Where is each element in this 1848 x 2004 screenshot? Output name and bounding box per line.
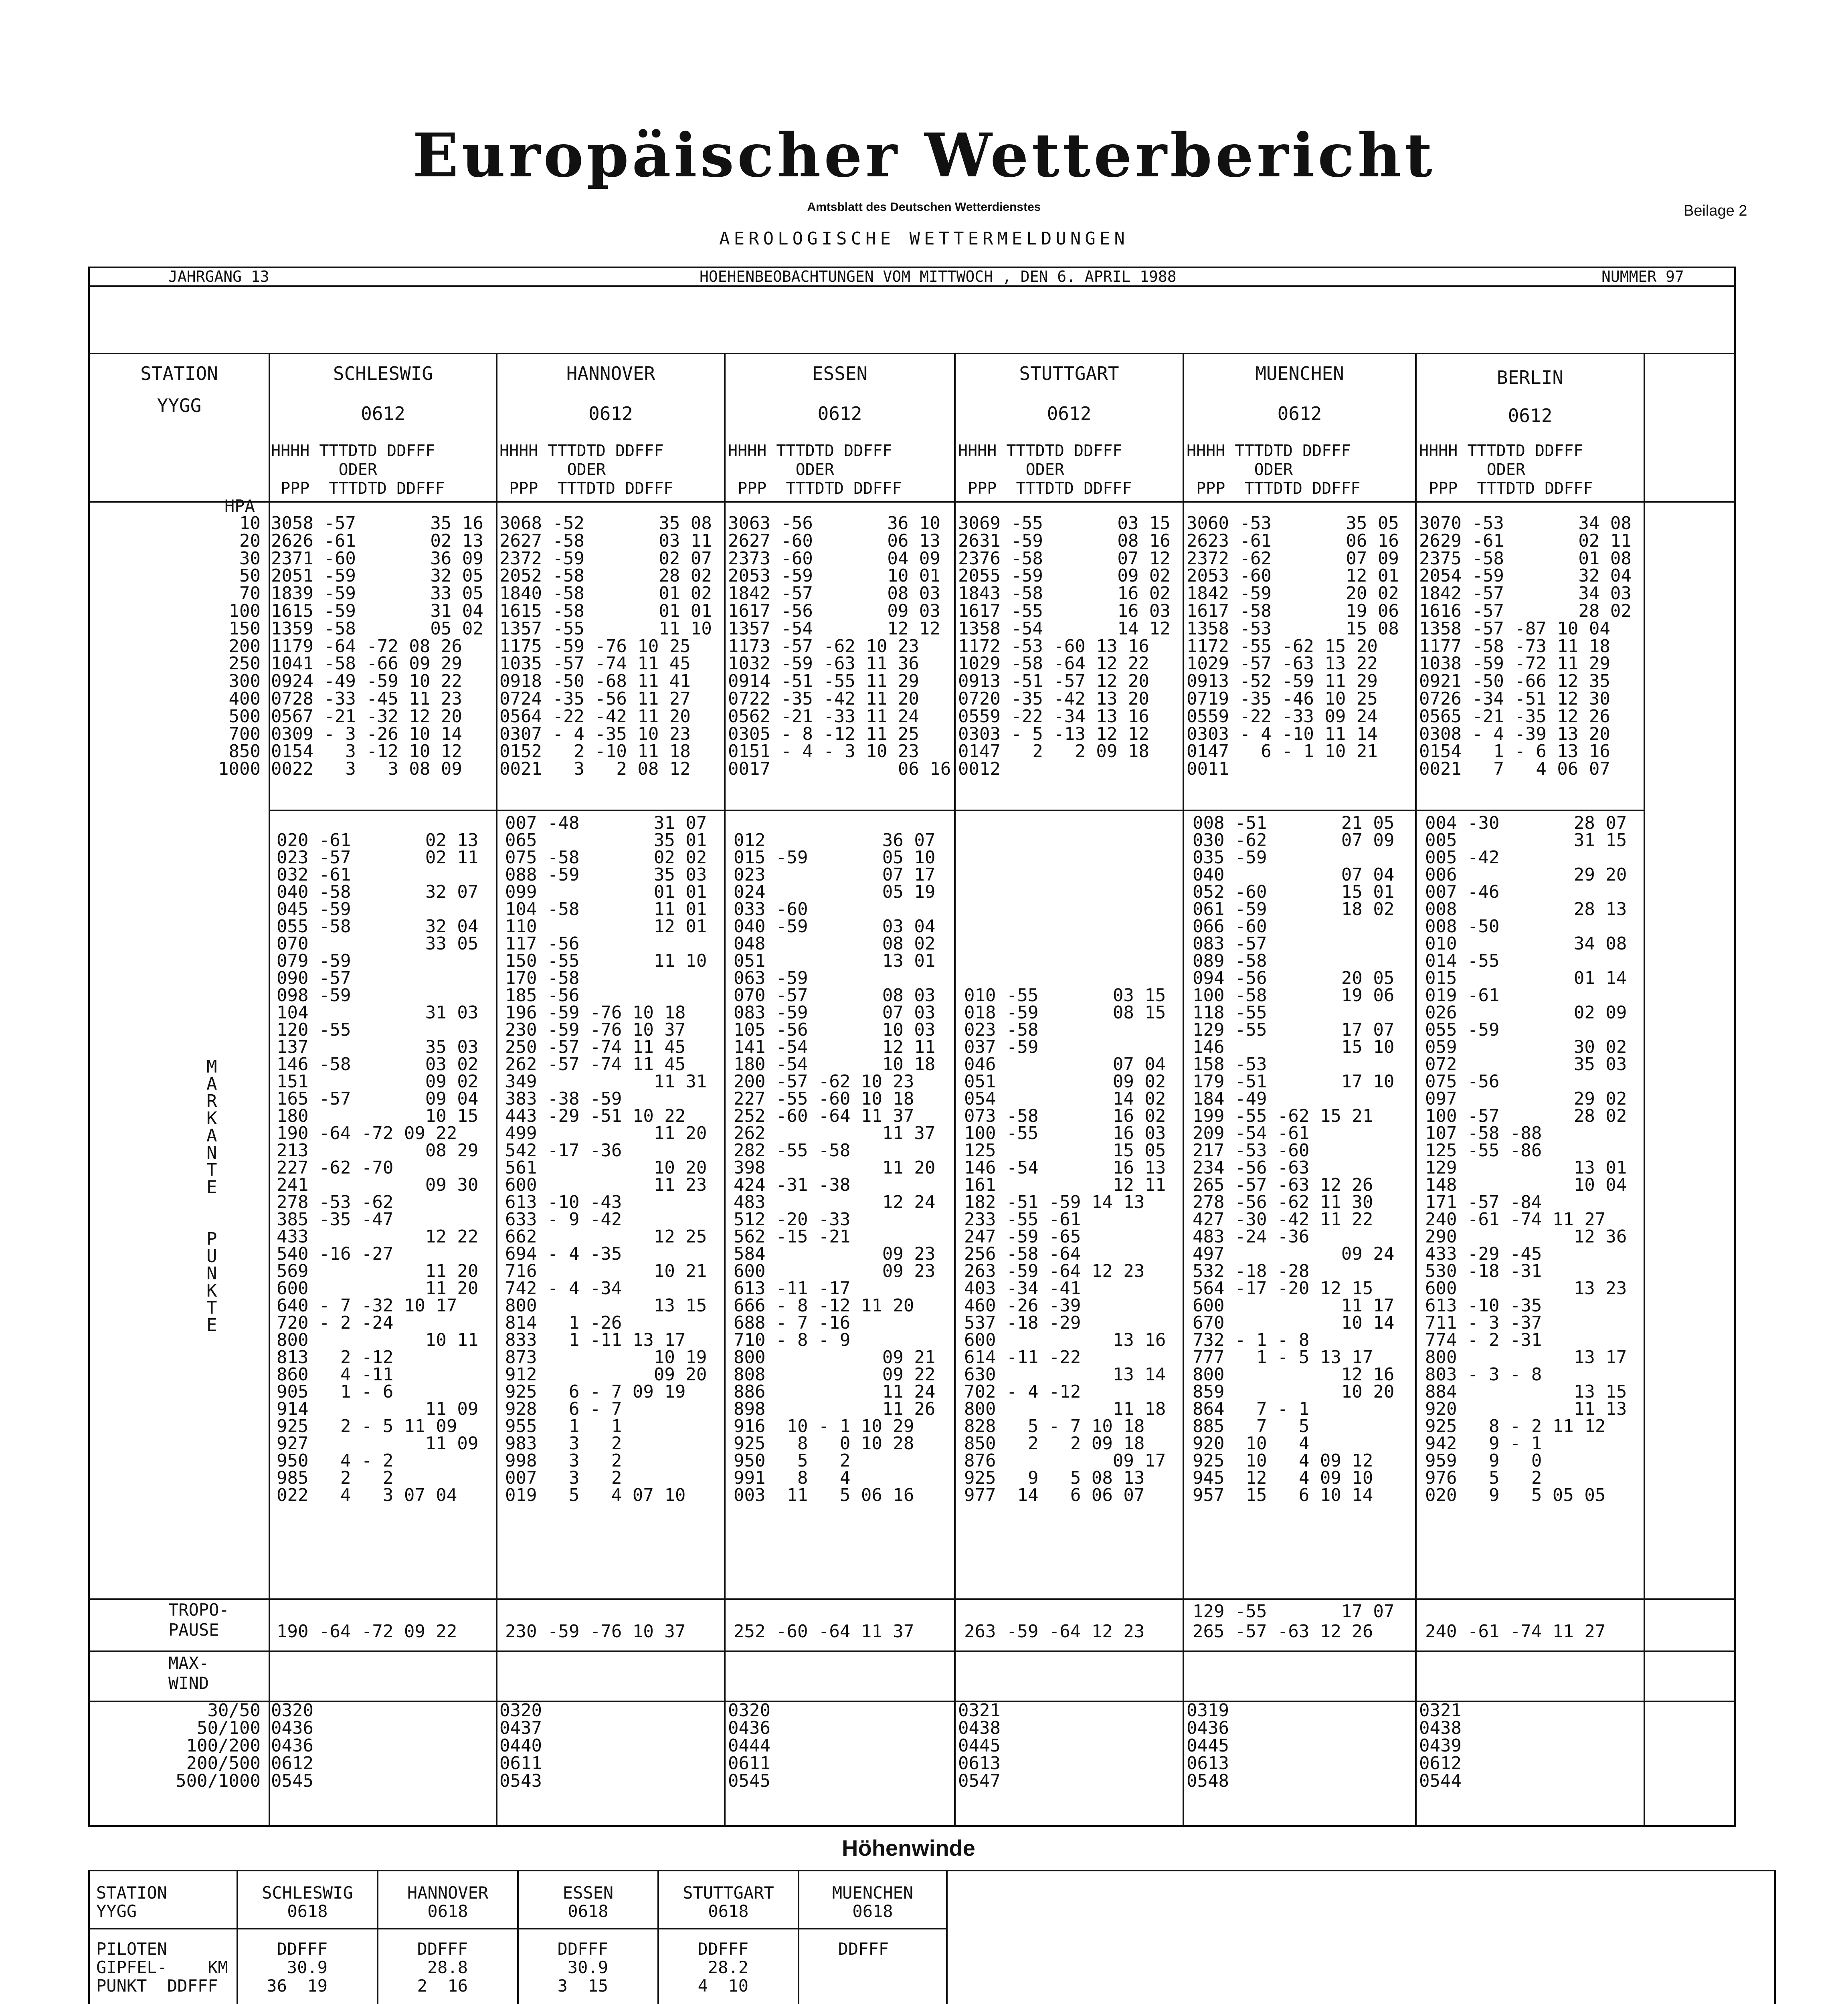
station-name: SCHLESWIG [333,363,433,384]
standard-levels-berlin: 3070 -53 34 08 2629 -61 02 11 2375 -58 01 08 2054 -59 32 04 1842 -57 34 03 1616 -57 28 02 1358 -57 -87 10 04 1177 -58 -73 11 18 1038 -59 -72 11 29 0921 -50 -66 12 35 0726 -34 -51 12 30 0565 -21 -35 12 26 0308 - 4 -39 13 20 0154 1 - 6 13 16 0021 7 4 06 07 [1419,513,1632,780]
jahrgang: JAHRGANG 13 [168,268,269,285]
markante-berlin: 004 -30 28 07 005 31 15 005 -42 006 29 20 007 -46 008 28 13 008 -50 010 34 08 014 -55 015 01 14 019 -61 026 02 09 055 -59 059 30 02 072 35 03 075 -56 097 29 02 100 -57 28 02 107 -58 -88 125 -55 -86 129 13 01 148 10 04 171 -57 -84 240 -61 -74 11 27 290 12 36 433 -29 -45 530 -18 -31 600 13 23 613 -10 -35 711 - 3 -37 774 - 2 -31 800 13 17 803 - 3 - 8 884 13 15 920 11 13 925 8 - 2 11 12 942 9 - 1 959 9 0 976 5 2 020 9 5 05 05 [1425,813,1627,1505]
column-header: HHHH TTTDTD DDFFF ODER PPP TTTDTD DDFFF [1419,442,1593,498]
maxwind-berlin: 0321 0438 0439 0612 0544 [1419,1700,1462,1791]
station-name: BERLIN [1496,367,1564,388]
maxwind-schleswig: 0320 0436 0436 0612 0545 [271,1700,313,1791]
maxwind-essen: 0320 0436 0444 0611 0545 [728,1700,770,1791]
tropo-schleswig: 190 -64 -72 09 22 [277,1621,457,1642]
station-label: STATION [140,363,218,384]
piloten-essen: DDFFF 30.9 3 15 [557,1939,609,1996]
column-divider [269,353,270,1827]
station-yygg: 0612 [817,403,862,424]
station-name: STUTTGART [1019,363,1119,384]
station-name: MUENCHEN [1255,363,1344,384]
markante-schleswig: 020 -61 02 13 023 -57 02 11 032 -61 040 -58 32 07 045 -59 055 -58 32 04 070 33 05 079 -59 090 -57 098 -59 104 31 03 120 -55 137 35 03 146 -58 03 02 151 09 02 165 -57 09 04 180 10 15 190 -64 -72 09 22 213 08 29 227 -62 -70 241 09 30 278 -53 -62 385 -35 -47 433 12 22 540 -16 -27 569 11 20 600 11 20 640 - 7 -32 10 17 720 - 2 -24 800 10 11 813 2 -12 860 4 -11 905 1 - 6 914 11 09 925 2 - 5 11 09 927 11 09 950 4 - 2 985 2 2 022 4 3 07 04 [277,830,479,1505]
divider [269,810,1644,811]
section-title: AEROLOGISCHE WETTERMELDUNGEN [719,228,1129,249]
divider [88,501,1736,503]
column-divider [496,353,497,1827]
column-header: HHHH TTTDTD DDFFF ODER PPP TTTDTD DDFFF [958,442,1132,498]
hw-station: MUENCHEN 0618 [832,1883,914,1921]
station-yygg: 0612 [588,403,633,424]
column-divider [1183,353,1184,1827]
maxwind-stuttgart: 0321 0438 0445 0613 0547 [958,1700,1001,1791]
yygg-label: YYGG [157,395,202,416]
tropo-muenchen: 129 -55 17 07 265 -57 -63 12 26 [1193,1601,1395,1642]
column-divider [954,353,956,1827]
divider [88,285,1736,287]
piloten-stuttgart: DDFFF 28.2 4 10 [698,1939,749,1996]
station-yygg: 0612 [1277,403,1322,424]
standard-levels-stuttgart: 3069 -55 03 15 2631 -59 08 16 2376 -58 07 12 2055 -59 09 02 1843 -58 16 02 1617 -55 16 03 1358 -54 14 12 1172 -53 -60 13 16 1029 -58 -64 12 22 0913 -51 -57 12 20 0720 -35 -42 13 20 0559 -22 -34 13 16 0303 - 5 -13 12 12 0147 2 2 09 18 0012 [958,513,1171,780]
station-name: HANNOVER [566,363,655,384]
maxwind-levels: 30/50 50/100 100/200 200/500 500/1000 [176,1700,261,1791]
hw-station-label: STATION YYGG [96,1883,168,1921]
column-header: HHHH TTTDTD DDFFF ODER PPP TTTDTD DDFFF [728,442,902,498]
hpa-label: HPA [224,496,255,516]
piloten-muenchen: DDFFF [818,1939,889,1959]
hw-station: STUTTGART 0618 [683,1883,774,1921]
piloten-label: PILOTEN GIPFEL- KM PUNKT DDFFF [96,1939,228,1996]
tropopause-label: TROPO- PAUSE [168,1600,229,1640]
column-divider [724,353,726,1827]
divider [88,1598,1736,1600]
station-name: ESSEN [812,363,868,384]
column-header: HHHH TTTDTD DDFFF ODER PPP TTTDTD DDFFF [1187,442,1361,498]
column-header: HHHH TTTDTD DDFFF ODER PPP TTTDTD DDFFF [271,442,445,498]
standard-levels-muenchen: 3060 -53 35 05 2623 -61 06 16 2372 -62 07 09 2053 -60 12 01 1842 -59 20 02 1617 -58 19 06 1358 -53 15 08 1172 -55 -62 15 20 1029 -57 -63 13 22 0913 -52 -59 11 29 0719 -35 -46 10 25 0559 -22 -33 09 24 0303 - 4 -10 11 14 0147 6 - 1 10 21 0011 [1187,513,1399,780]
divider [88,1928,946,1929]
standard-levels-essen: 3063 -56 36 10 2627 -60 06 13 2373 -60 04 09 2053 -59 10 01 1842 -57 08 03 1617 -56 09 03 1357 -54 12 12 1173 -57 -62 10 23 1032 -59 -63 11 36 0914 -51 -55 11 29 0722 -35 -42 11 20 0562 -21 -33 11 24 0305 - 8 -12 11 25 0151 - 4 - 3 10 23 0017 06 16 [728,513,951,780]
column-divider [1415,353,1417,1827]
tropo-berlin: 240 -61 -74 11 27 [1425,1621,1606,1642]
markante-punkte-label: M A R K A N T E P U N K T E [206,1057,217,1335]
piloten-schleswig: DDFFF 30.9 36 19 [267,1939,328,1996]
hw-station: HANNOVER 0618 [407,1883,489,1921]
report-title: Europäischer Wetterbericht [412,120,1436,191]
column-header: HHHH TTTDTD DDFFF ODER PPP TTTDTD DDFFF [499,442,673,498]
divider [88,1701,1736,1702]
column-divider [946,1870,948,2004]
markante-hannover: 007 -48 31 07 065 35 01 075 -58 02 02 088 -59 35 03 099 01 01 104 -58 11 01 110 12 01 117 -56 150 -55 11 10 170 -58 185 -56 196 -59 -76 10 18 230 -59 -76 10 37 250 -57 -74 11 45 262 -57 -74 11 45 349 11 31 383 -38 -59 443 -29 -51 10 22 499 11 20 542 -17 -36 561 10 20 600 11 23 613 -10 -43 633 - 9 -42 662 12 25 694 - 4 -35 716 10 21 742 - 4 -34 800 13 15 814 1 -26 833 1 -11 13 17 873 10 19 912 09 20 925 6 - 7 09 19 928 6 - 7 955 1 1 983 3 2 998 3 2 007 3 2 019 5 4 07 10 [505,813,707,1505]
maxwind-label: MAX- WIND [168,1653,209,1693]
hoehenwinde-title: Höhenwinde [842,1835,975,1861]
station-yygg: 0612 [361,403,405,424]
standard-levels-hannover: 3068 -52 35 08 2627 -58 03 11 2372 -59 02 07 2052 -58 28 02 1840 -58 01 02 1615 -58 01 01 1357 -55 11 10 1175 -59 -76 10 25 1035 -57 -74 11 45 0918 -50 -68 11 41 0724 -35 -56 11 27 0564 -22 -42 11 20 0307 - 4 -35 10 23 0152 2 -10 11 18 0021 3 2 08 12 [499,513,712,780]
piloten-hannover: DDFFF 28.8 2 16 [417,1939,468,1996]
station-yygg: 0612 [1047,403,1092,424]
tropo-essen: 252 -60 -64 11 37 [734,1621,914,1642]
column-divider [1644,353,1645,1827]
maxwind-muenchen: 0319 0436 0445 0613 0548 [1187,1700,1229,1791]
date-line: HOEHENBEOBACHTUNGEN VOM MITTWOCH , DEN 6. APRIL 1988 [700,268,1177,285]
divider [88,1650,1736,1652]
pressure-levels: 10 20 30 50 70 100 150 200 250 300 400 500 700 850 1000 [218,513,261,780]
nummer: NUMMER 97 [1601,268,1684,285]
beilage-label: Beilage 2 [1684,202,1747,219]
markante-stuttgart: 010 -55 03 15 018 -59 08 15 023 -58 037 -59 046 07 04 051 09 02 054 14 02 073 -58 16 02 100 -55 16 03 125 15 05 146 -54 16 13 161 12 11 182 -51 -59 14 13 233 -55 -61 247 -59 -65 256 -58 -64 263 -59 -64 12 23 403 -34 -41 460 -26 -39 537 -18 -29 600 13 16 614 -11 -22 630 13 14 702 - 4 -12 800 11 18 828 5 - 7 10 18 850 2 2 09 18 876 09 17 925 9 5 08 13 977 14 6 06 07 [964,985,1166,1505]
report-subtitle: Amtsblatt des Deutschen Wetterdienstes [807,200,1041,214]
hw-station: ESSEN 0618 [562,1883,614,1921]
hw-station: SCHLESWIG 0618 [262,1883,353,1921]
station-yygg: 0612 [1508,405,1553,426]
tropo-stuttgart: 263 -59 -64 12 23 [964,1621,1145,1642]
standard-levels-schleswig: 3058 -57 35 16 2626 -61 02 13 2371 -60 36 09 2051 -59 32 05 1839 -59 33 05 1615 -59 31 04 1359 -58 05 02 1179 -64 -72 08 26 1041 -58 -66 09 29 0924 -49 -59 10 22 0728 -33 -45 11 23 0567 -21 -32 12 20 0309 - 3 -26 10 14 0154 3 -12 10 12 0022 3 3 08 09 [271,513,483,780]
maxwind-hannover: 0320 0437 0440 0611 0543 [499,1700,542,1791]
divider [88,353,1736,354]
markante-essen: 012 36 07 015 -59 05 10 023 07 17 024 05 19 033 -60 040 -59 03 04 048 08 02 051 13 01 063 -59 070 -57 08 03 083 -59 07 03 105 -56 10 03 141 -54 12 11 180 -54 10 18 200 -57 -62 10 23 227 -55 -60 10 18 252 -60 -64 11 37 262 11 37 282 -55 -58 398 11 20 424 -31 -38 483 12 24 512 -20 -33 562 -15 -21 584 09 23 600 09 23 613 -11 -17 666 - 8 -12 11 20 688 - 7 -16 710 - 8 - 9 800 09 21 808 09 22 886 11 24 898 11 26 916 10 - 1 10 29 925 8 0 10 28 950 5 2 991 8 4 003 11 5 06 16 [734,830,936,1505]
markante-muenchen: 008 -51 21 05 030 -62 07 09 035 -59 040 07 04 052 -60 15 01 061 -59 18 02 066 -60 083 -57 089 -58 094 -56 20 05 100 -58 19 06 118 -55 129 -55 17 07 146 15 10 158 -53 179 -51 17 10 184 -49 199 -55 -62 15 21 209 -54 -61 217 -53 -60 234 -56 -63 265 -57 -63 12 26 278 -56 -62 11 30 427 -30 -42 11 22 483 -24 -36 497 09 24 532 -18 -28 564 -17 -20 12 15 600 11 17 670 10 14 732 - 1 - 8 777 1 - 5 13 17 800 12 16 859 10 20 864 7 - 1 885 7 5 920 10 4 925 10 4 09 12 945 12 4 09 10 957 15 6 10 14 [1193,813,1395,1505]
tropo-hannover: 230 -59 -76 10 37 [505,1621,686,1642]
